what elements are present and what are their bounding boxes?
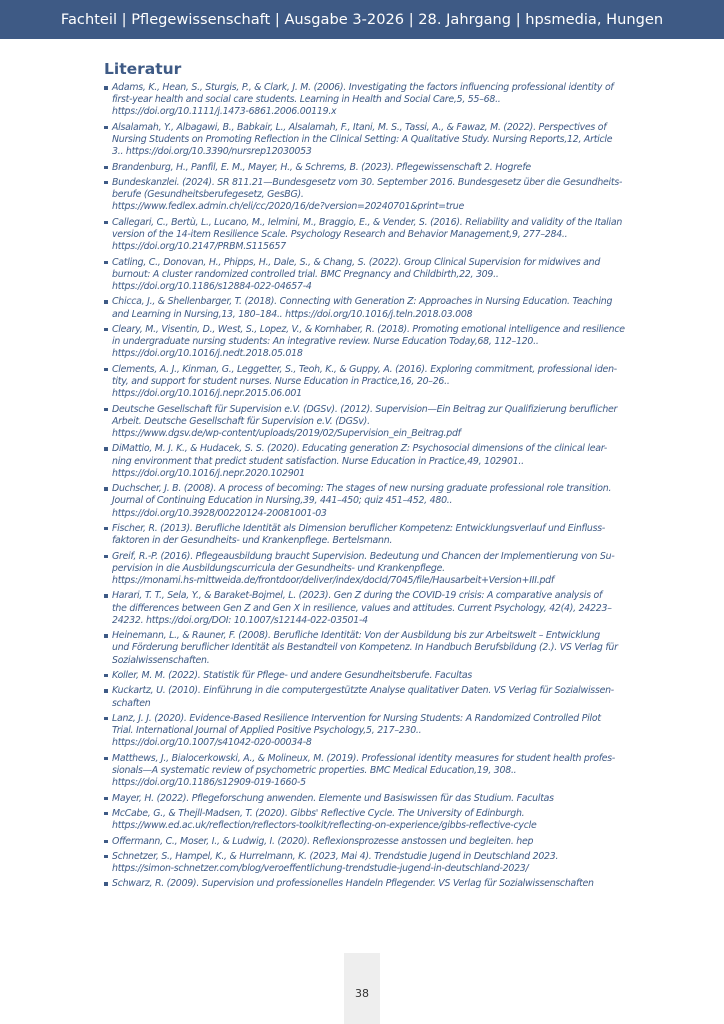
reference-item bbox=[104, 177, 624, 214]
reference-item bbox=[104, 257, 624, 294]
reference-line: the differences between Gen Z and Gen X in resilience, values and attitudes. Current Psychology, 42(4), 24223– bbox=[112, 602, 612, 614]
reference-line: sionals—A systematic review of psychometric properties. BMC Medical Education,19, 308.. bbox=[112, 764, 517, 776]
reference-line: Lanz, J. J. (2020). Evidence-Based Resilience Intervention for Nursing Students: A Randomized Controlled Pilot bbox=[112, 712, 601, 724]
reference-line: Koller, M. M. (2022). Statistik für Pflege- und andere Gesundheitsberufe. Facultas bbox=[112, 669, 473, 681]
reference-line: McCabe, G., & Thejll-Madsen, T. (2020). Gibbs' Reflective Cycle. The University of Edinburgh. bbox=[112, 807, 525, 819]
reference-line: ning environment that predict student satisfaction. Nurse Education in Practice,49, 102901.. bbox=[112, 455, 524, 467]
running-header-title: Fachteil | Pflegewissenschaft | Ausgabe 3-2026 | 28. Jahrgang | hpsmedia, Hungen bbox=[60, 11, 664, 28]
reference-item bbox=[104, 753, 624, 790]
reference-line: Callegari, C., Bertù, L., Lucano, M., Ielmini, M., Braggio, E., & Vender, S. (2016). Reliability and validity of the Italian bbox=[112, 216, 623, 228]
reference-item bbox=[104, 296, 624, 320]
reference-item bbox=[104, 808, 624, 832]
reference-line: Brandenburg, H., Panfil, E. M., Mayer, H., & Schrems, B. (2023). Pflegewissenschaft 2. Hogrefe bbox=[112, 161, 531, 173]
reference-line: Schwarz, R. (2009). Supervision und professionelles Handeln Pflegender. VS Verlag für Sozialwissenschaften bbox=[112, 878, 594, 890]
reference-item bbox=[104, 851, 624, 875]
reference-line: Mayer, H. (2022). Pflegeforschung anwenden. Elemente und Basiswissen für das Studium. Facultas bbox=[112, 792, 554, 804]
reference-line: Adams, K., Hean, S., Sturgis, P., & Clark, J. M. (2006). Investigating the factors influencing professional identity of bbox=[112, 82, 614, 93]
reference-line[interactable]: https://doi.org/10.1186/s12884-022-04657-4 bbox=[112, 280, 312, 292]
reference-item bbox=[104, 162, 624, 174]
reference-line[interactable]: https://www.fedlex.admin.ch/eli/cc/2020/16/de?version=20240701&print=true bbox=[112, 201, 465, 213]
reference-line: Kuckartz, U. (2010). Einführung in die computergestützte Analyse qualitativer Daten. VS Verlag für Sozialwissen- bbox=[112, 685, 614, 697]
reference-line[interactable]: https://www.dgsv.de/wp-content/uploads/2019/02/Supervision_ein_Beitrag.pdf bbox=[112, 427, 461, 439]
reference-line[interactable]: https://monami.hs-mittweida.de/frontdoor/deliver/index/docId/7045/file/Hausarbeit+Version+III.pdf bbox=[112, 574, 554, 586]
page-number-box bbox=[344, 953, 380, 1024]
reference-item bbox=[104, 670, 624, 682]
reference-line: berufe (Gesundheitsberufegesetz, GesBG). bbox=[112, 189, 304, 201]
reference-line[interactable]: https://doi.org/10.1186/s12909-019-1660-5 bbox=[112, 777, 306, 789]
reference-item bbox=[104, 590, 624, 627]
reference-line[interactable]: https://doi.org/10.2147/PRBM.S115657 bbox=[112, 241, 286, 253]
reference-item bbox=[104, 793, 624, 805]
reference-line: 3.. https://doi.org/10.3390/nursrep12030053 bbox=[112, 146, 312, 158]
reference-line[interactable]: https://www.ed.ac.uk/reflection/reflectors-toolkit/reflecting-on-experience/gibbs-reflective-cycle bbox=[112, 820, 537, 832]
reference-list bbox=[104, 82, 624, 894]
reference-line: Schnetzer, S., Hampel, K., & Hurrelmann, K. (2023, Mai 4). Trendstudie Jugend in Deutschland 2023. bbox=[112, 850, 559, 862]
reference-line: Cleary, M., Visentin, D., West, S., Lopez, V., & Kornhaber, R. (2018). Promoting emotional intelligence and resilience bbox=[112, 323, 625, 335]
reference-item bbox=[104, 685, 624, 709]
reference-line: Arbeit. Deutsche Gesellschaft für Supervision e.V. (DGSv). bbox=[112, 415, 370, 427]
reference-line[interactable]: https://doi.org/10.1016/j.nepr.2015.06.001 bbox=[112, 388, 302, 400]
reference-line: Heinemann, L., & Rauner, F. (2008). Berufliche Identität: Von der Ausbildung bis zur Arbeitswelt – Entwicklung bbox=[112, 630, 600, 642]
reference-line: in undergraduate nursing students: An integrative review. Nurse Education Today,68, 112–120.. bbox=[112, 336, 539, 348]
reference-line: Catling, C., Donovan, H., Phipps, H., Dale, S., & Chang, S. (2022). Group Clinical Supervision for midwives and bbox=[112, 256, 601, 268]
reference-line: burnout: A cluster randomized controlled trial. BMC Pregnancy and Childbirth,22, 309.. bbox=[112, 268, 499, 280]
reference-line[interactable]: https://simon-schnetzer.com/blog/veroeffentlichung-trendstudie-jugend-in-deutschland-2023/ bbox=[112, 863, 529, 875]
reference-item bbox=[104, 713, 624, 750]
reference-line: faktoren in der Gesundheits- und Krankenpflege. Bertelsmann. bbox=[112, 535, 393, 547]
reference-line: Duchscher, J. B. (2008). A process of becoming: The stages of new nursing graduate professional role transition. bbox=[112, 483, 612, 495]
reference-line: Harari, T. T., Sela, Y., & Baraket-Bojmel, L. (2023). Gen Z during the COVID-19 crisis: A comparative analysis of bbox=[112, 590, 602, 602]
section-title: Literatur bbox=[104, 60, 182, 78]
reference-line: Journal of Continuing Education in Nursing,39, 441–450; quiz 451–452, 480.. bbox=[112, 495, 453, 507]
reference-line: version of the 14-item Resilience Scale. Psychology Research and Behavior Management,9, 277–284.. bbox=[112, 228, 568, 240]
reference-item bbox=[104, 836, 624, 848]
reference-item bbox=[104, 523, 624, 547]
reference-item bbox=[104, 878, 624, 890]
reference-line: Chicca, J., & Shellenbarger, T. (2018). Connecting with Generation Z: Approaches in Nursing Education. Teaching bbox=[112, 296, 613, 308]
reference-line: und Förderung beruflicher Identität als Bestandteil von Kompetenz. In Handbuch Berufsbildung (2.). VS Verlag für bbox=[112, 642, 618, 654]
running-header bbox=[0, 0, 724, 39]
reference-line: schaften bbox=[112, 697, 151, 709]
reference-line[interactable]: https://doi.org/10.1016/j.nedt.2018.05.018 bbox=[112, 348, 303, 360]
reference-line: 24232. https://doi.org/DOI: 10.1007/s12144-022-03501-4 bbox=[112, 614, 368, 626]
reference-item bbox=[104, 324, 624, 361]
reference-item bbox=[104, 483, 624, 520]
reference-line: Nursing Students on Promoting Reflection in the Clinical Setting: A Qualitative Study. Nursing Reports,12, Article bbox=[112, 134, 613, 145]
reference-line: pervision in die Ausbildungscurricula der Gesundheits- und Krankenpflege. bbox=[112, 562, 445, 574]
reference-line: Trial. International Journal of Applied Positive Psychology,5, 217–230.. bbox=[112, 725, 422, 737]
reference-line: first-year health and social care students. Learning in Health and Social Care,5, 55–68.. bbox=[112, 94, 501, 106]
reference-line: Alsalamah, Y., Albagawi, B., Babkair, L., Alsalamah, F., Itani, M. S., Tassi, A., & Fawaz, M. (2022). Perspectives of bbox=[112, 121, 607, 133]
reference-item bbox=[104, 122, 624, 159]
reference-line: and Learning in Nursing,13, 180–184.. https://doi.org/10.1016/j.teln.2018.03.008 bbox=[112, 308, 473, 320]
reference-line: Bundeskanzlei. (2024). SR 811.21—Bundesgesetz vom 30. September 2016. Bundesgesetz über die Gesundheits- bbox=[112, 176, 623, 188]
reference-item bbox=[104, 404, 624, 441]
reference-line: Clements, A. J., Kinman, G., Leggetter, S., Teoh, K., & Guppy, A. (2016). Exploring commitment, professional iden- bbox=[112, 363, 617, 375]
reference-item bbox=[104, 82, 624, 119]
reference-item bbox=[104, 217, 624, 254]
reference-line[interactable]: https://doi.org/10.3928/00220124-20081001-03 bbox=[112, 507, 327, 519]
reference-line: Fischer, R. (2013). Berufliche Identität als Dimension beruflicher Kompetenz: Entwicklungsverlauf und Einfluss- bbox=[112, 522, 606, 534]
reference-item bbox=[104, 630, 624, 667]
reference-line: Sozialwissenschaften. bbox=[112, 654, 210, 666]
reference-line: DiMattio, M. J. K., & Hudacek, S. S. (2020). Educating generation Z: Psychosocial dimensions of the clinical lear- bbox=[112, 443, 607, 455]
reference-line: tity, and support for student nurses. Nurse Education in Practice,16, 20–26.. bbox=[112, 375, 450, 387]
reference-item bbox=[104, 443, 624, 480]
reference-line: Greif, R.-P. (2016). Pflegeausbildung braucht Supervision. Bedeutung und Chancen der Implementierung von Su- bbox=[112, 550, 615, 562]
reference-line[interactable]: https://doi.org/10.1016/j.nepr.2020.102901 bbox=[112, 467, 305, 479]
reference-line: Offermann, C., Moser, I., & Ludwig, I. (2020). Reflexionsprozesse anstossen und begleiten. hep bbox=[112, 835, 534, 847]
page-number: 38 bbox=[355, 987, 369, 1000]
reference-item bbox=[104, 551, 624, 588]
reference-item bbox=[104, 364, 624, 401]
reference-line[interactable]: https://doi.org/10.1111/j.1473-6861.2006.00119.x bbox=[112, 106, 337, 118]
reference-line[interactable]: https://doi.org/10.1007/s41042-020-00034-8 bbox=[112, 737, 312, 749]
reference-line: Matthews, J., Bialocerkowski, A., & Molineux, M. (2019). Professional identity measures for student health profes- bbox=[112, 752, 616, 764]
reference-line: Deutsche Gesellschaft für Supervision e.V. (DGSv). (2012). Supervision—Ein Beitrag zur Qualifizierung beruflicher bbox=[112, 403, 618, 415]
